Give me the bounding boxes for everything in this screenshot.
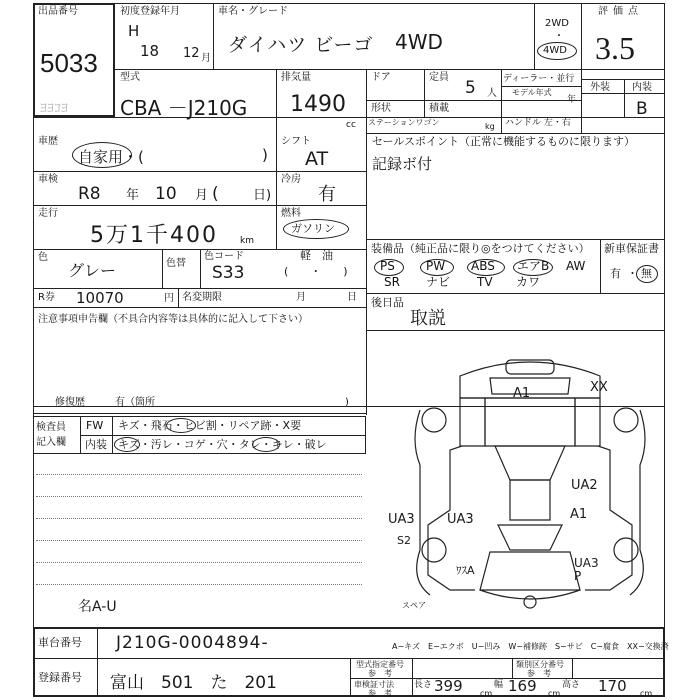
inspection-era: R8 [78, 184, 101, 204]
load-label: 積載 [429, 103, 449, 114]
rating-label: 評価点 [598, 6, 643, 17]
first-reg-era: H [128, 22, 140, 40]
dmg-a1-top: A1 [513, 386, 531, 401]
capacity-label: 定員 [429, 72, 449, 83]
equip-abs: ABS [471, 259, 495, 273]
model-year-label: モデル年式 [512, 88, 552, 97]
displacement-value: 1490 [290, 92, 346, 117]
shape-label: 形状 [371, 103, 391, 114]
frame-right [664, 407, 665, 627]
handle-label: ハンドル 左・右 [505, 118, 571, 128]
length-value: 399 [434, 677, 463, 695]
fw-text: キズ・飛石・ヒビ割・リペア跡・X要 [118, 419, 302, 432]
equip-leather: カワ [516, 275, 541, 289]
inspector-label-2: 記入欄 [36, 437, 66, 448]
first-reg-label: 初度登録年月 [120, 6, 180, 17]
sales-label: セールスポイント（正常に機能するものに限ります） [372, 135, 636, 148]
fuel-label: 燃料 [281, 208, 301, 219]
width-value: 169 [508, 677, 537, 695]
shift-value: AT [305, 148, 329, 170]
history-label: 車歴 [38, 136, 58, 147]
ac-label: 冷房 [281, 174, 301, 185]
plate-value: 富山 501 た 201 [110, 673, 277, 693]
color-code-label: 色コード [204, 251, 244, 262]
form-label: 型式指定番号 [356, 660, 404, 669]
chassis-label: 車台番号 [38, 636, 82, 649]
chassis-value: J210G-0004894- [116, 633, 269, 653]
color-code: S33 [212, 263, 245, 283]
hand-note: 名A-U [78, 599, 117, 615]
equip-sr: SR [384, 275, 400, 289]
lot-number: 5033 [40, 48, 98, 78]
dmg-a1-mid: A1 [570, 507, 588, 522]
capacity-value: 5 [465, 78, 476, 98]
first-reg-month: 12 [183, 46, 200, 61]
interior-text: キズ・汚レ・コゲ・穴・タレ・キレ・破レ [118, 438, 327, 451]
sales-value: 記録ボ付 [372, 155, 433, 173]
drive-4wd: 4WD [543, 45, 567, 56]
equip-pw: PW [426, 259, 446, 273]
meikan-label: 名変期限 [182, 292, 222, 303]
doors-label: ドア [371, 72, 391, 83]
inspector-label: 検査員 [36, 422, 66, 433]
manual-label: 後日品 [371, 296, 404, 309]
color-label: 色 [38, 252, 48, 263]
dmg-xx: XX [590, 380, 608, 395]
warranty-no: 無 [641, 267, 652, 280]
lot-faded: ﾖﾖｺﾖ [40, 101, 68, 117]
dmg-ua3-left: UA3 [388, 512, 415, 527]
car-name-label: 車名・グレード [218, 6, 288, 17]
height-value: 170 [598, 677, 627, 695]
inspection-label: 車検 [38, 174, 58, 185]
color-change-label: 色替 [166, 258, 186, 269]
drive-2wd: 2WD [545, 18, 569, 29]
shift-label: シフト [281, 136, 311, 147]
first-reg-year: 18 [140, 42, 160, 60]
equip-aw: AW [566, 259, 586, 273]
inspection-month: 10 [155, 184, 177, 204]
int-label: 内装 [632, 82, 652, 93]
mileage-label: 走行 [38, 208, 58, 219]
int-value: B [636, 99, 648, 119]
size-label: 車検証寸法 [354, 680, 394, 689]
ac-value: 有 [318, 184, 336, 205]
equipment-label: 装備品（純正品に限り◎をつけてください） [371, 242, 590, 255]
shape-value: ステーションワゴン [368, 118, 440, 127]
lot-label: 出品番号 [38, 6, 78, 17]
mileage-value: 5万1千400 [90, 223, 218, 248]
class-label: 類別区分番号 [516, 660, 564, 669]
model-label: 型式 [120, 72, 140, 83]
ext-label: 外装 [590, 82, 610, 93]
repair-value: 有（箇所 [115, 397, 155, 408]
recycle-label: R券 [38, 292, 55, 303]
fuel-alt: 軽 油 [300, 249, 333, 262]
rating-value: 3.5 [595, 30, 635, 66]
manual-value: 取説 [410, 308, 446, 329]
dmg-ua2: UA2 [571, 478, 598, 493]
fuel-value: ガソリン [291, 222, 335, 235]
displacement-label: 排気量 [281, 72, 311, 83]
model-value: CBA －J210G [120, 96, 248, 120]
warranty-label: 新車保証書 [604, 242, 659, 255]
spare-label: スペア [402, 601, 426, 610]
equip-ps: PS [380, 259, 395, 273]
car-name-value: ダイハツ ビーゴ [228, 34, 374, 56]
equip-navi: ナビ [426, 275, 451, 289]
dmg-ua3-mid: UA3 [447, 512, 474, 527]
dealer-label: ディーラー・並行 [503, 74, 575, 84]
dmg-ua3p: UA3 P [574, 556, 599, 583]
equip-tv: TV [477, 275, 493, 289]
recycle-value: 10070 [76, 289, 124, 307]
history-value: 自家用・( [78, 148, 144, 166]
warranty-yes: 有 [610, 267, 621, 280]
auction-sheet: 出品番号 5033 ﾖﾖｺﾖ 初度登録年月 H 18 12 月 車名・グレード ダイハツ ビーゴ 4WD 2WD ・ 4WD 評価点 3.5 外装 内装 B 型式 CBA －J210G 排気量 1490 cc ドア 定員 5 人 形状 ステーションワゴン 積載 kg ディーラー・並行 モデル年式 年 ハンドル 左・右 車歴 自家用・( ) シフト AT 車検 R8 年 10 月 ( 日) 冷房 有 走行 5万1千400 km 燃料 ガソリン 軽 油 ( ・ ) 色 グレー 色替 色コード S33 R券 10070 円 名変期限 月 日 注意事項申告欄（不具合内容等は具体的に記入して下さい） 修復歴 有（箇所 ) セールスポイント（正常に機能するものに限ります） 記録ボ付 装備品（純正品に限り◎をつけてください） 新車保証書 有 ・ 無 PS PW ABS エアB AW SR ナビ TV カワ 後日品 取説 検査員 記入欄 FW キズ・飛石・ヒビ割・リペア跡・X要 内装 キズ・汚レ・コゲ・穴・タレ・キレ・破レ 名A-U A1 XX UA2 UA3 UA3 A1 S2 ﾜｽA UA3 P スペア A−キズ E−エクボ U−凹み W−補修跡 S−サビ C−腐食 XX−交換済 車台番号 J210G-0004894- 登録番号 富山 501 た 201 型式指定番号 参 考 類別区分番号 参 考 車検証寸法 参 考 長さ 399 cm 幅 169 cm 高さ 170 cm [0, 0, 700, 700]
dmg-u: ﾜｽA [456, 564, 475, 577]
color-value: グレー [68, 261, 117, 280]
notes-label: 注意事項申告欄（不具合内容等は具体的に記入して下さい） [38, 314, 308, 325]
repair-label: 修復歴 [55, 397, 85, 408]
legend: A−キズ E−エクボ U−凹み W−補修跡 S−サビ C−腐食 XX−交換済 [392, 642, 669, 651]
equip-airbag: エアB [517, 259, 550, 273]
car-drive: 4WD [395, 30, 443, 54]
plate-label: 登録番号 [38, 671, 82, 684]
dmg-s2: S2 [397, 534, 411, 547]
